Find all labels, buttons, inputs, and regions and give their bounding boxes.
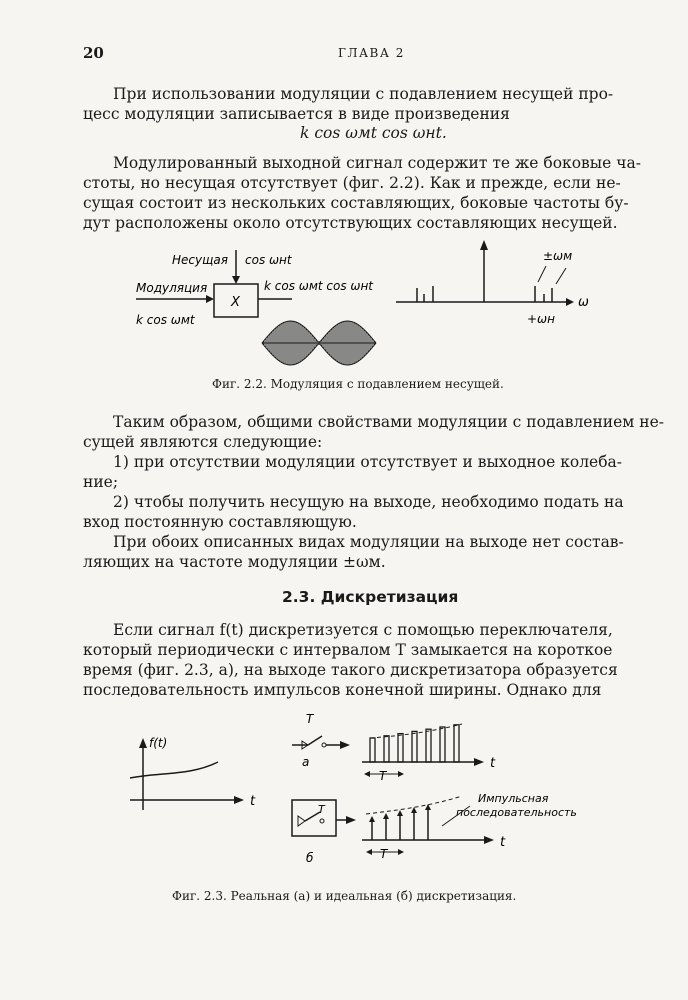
- ft-label: f(t): [149, 736, 168, 750]
- output-signal: k cos ωмt cos ωнt: [264, 279, 373, 293]
- paragraph-3: [83, 412, 665, 572]
- sideband-label: ±ωм: [543, 249, 573, 263]
- text-line: сущей являются следующие:: [83, 433, 323, 451]
- paragraph-1: [83, 84, 638, 124]
- ideal-impulse-arrowhead: [383, 813, 389, 819]
- text-line: стоты, но несущая отсутствует (фиг. 2.2). Как и прежде, если не-: [83, 174, 621, 192]
- real-pulse: [398, 734, 403, 762]
- text-line: цесс модуляции записывается в виде произведения: [83, 105, 510, 123]
- real-period-arrow-right: [398, 771, 404, 777]
- label-a: а: [302, 755, 310, 769]
- impulse-label-line-2: последовательность: [456, 806, 577, 819]
- text-line: время (фиг. 2.3, a), на выходе такого дискретизатора образуется: [83, 661, 618, 679]
- text-line: 2) чтобы получить несущую на выходе, необходимо подать на: [113, 493, 624, 511]
- switch-a-arrowhead: [340, 741, 350, 749]
- page-number: 20: [83, 44, 104, 62]
- switch-a-blade: [308, 736, 322, 745]
- real-period-arrow-left: [364, 771, 370, 777]
- ideal-t-label: t: [500, 835, 506, 850]
- sideband-pointer-2: [556, 268, 566, 284]
- modulation-label: Модуляция: [136, 281, 208, 295]
- formula: k cos ωмt cos ωнt.: [300, 124, 447, 142]
- text-line: сущая состоит из нескольких составляющих, боковые частоты бу-: [83, 194, 629, 212]
- text-line: ние;: [83, 473, 119, 491]
- carrier-signal: cos ωнt: [245, 253, 292, 267]
- modulation-signal: k cos ωмt: [136, 313, 195, 327]
- text-line: который периодически с интервалом T замыкается на короткое: [83, 641, 613, 659]
- spectrum-axis-arrowhead: [566, 298, 574, 306]
- modulation-arrowhead: [206, 295, 214, 303]
- real-pulse: [412, 731, 417, 762]
- ideal-impulse-arrowhead: [397, 810, 403, 816]
- switch-b-T-label: T: [318, 803, 325, 816]
- impulse-label-line-1: Импульсная: [478, 792, 549, 805]
- text-line: При обоих описанных видах модуляции на выходе нет состав-: [113, 533, 624, 551]
- real-t-label: t: [490, 756, 496, 771]
- switch-b-box: [292, 800, 336, 836]
- real-pulse: [384, 736, 389, 762]
- text-line: При использовании модуляции с подавлением несущей про-: [113, 85, 614, 103]
- ft-time-arrowhead: [234, 796, 244, 804]
- carrier-arrowhead: [232, 276, 240, 284]
- figure-2-3: [0, 700, 688, 880]
- switch-b-blade: [305, 812, 320, 821]
- real-pulse: [370, 738, 375, 762]
- text-line: дут расположены около отсутствующих составляющих несущей.: [83, 214, 618, 232]
- text-line: 1) при отсутствии модуляции отсутствует и выходное колеба-: [113, 453, 623, 471]
- switch-b-contact: [320, 819, 324, 823]
- switch-b-arrowhead: [346, 816, 356, 824]
- figure-2-2: [0, 230, 688, 370]
- sideband-pointer-1: [538, 266, 546, 282]
- ideal-period-arrow-right: [398, 849, 404, 855]
- text-line: Таким образом, общими свойствами модуляции с подавлением не-: [113, 413, 665, 431]
- ft-t-label: t: [250, 794, 256, 809]
- paragraph-4: [83, 620, 638, 700]
- ideal-pulses-arrowhead: [484, 836, 494, 844]
- ideal-impulse-arrowhead: [411, 807, 417, 813]
- text-line: ляющих на частоте модуляции ±ωм.: [83, 553, 386, 571]
- real-pulse: [440, 727, 445, 762]
- text-line: Модулированный выходной сигнал содержит те же боковые ча-: [113, 154, 641, 172]
- omega-axis-label: ω: [578, 295, 589, 310]
- ideal-period-arrow-left: [366, 849, 372, 855]
- real-pulse: [454, 725, 459, 762]
- carrier-label: Несущая: [172, 253, 228, 267]
- figure-2-3-caption: Фиг. 2.3. Реальная (а) и идеальная (б) дискретизация.: [172, 889, 517, 903]
- mixer-symbol: X: [231, 295, 240, 310]
- spectrum-vertical-arrowhead: [480, 240, 488, 250]
- switch-a-T-label: T: [306, 712, 314, 726]
- ft-vertical-arrowhead: [139, 738, 147, 748]
- ideal-period-label: T: [380, 847, 388, 861]
- ideal-impulse-arrowhead: [425, 804, 431, 810]
- real-period-label: T: [379, 769, 387, 783]
- switch-b-triangle: [298, 816, 305, 826]
- real-pulse-train: [370, 725, 459, 762]
- real-pulse: [426, 729, 431, 762]
- text-line: вход постоянную составляющую.: [83, 513, 357, 531]
- text-line: последовательность импульсов конечной ширины. Однако для: [83, 681, 602, 699]
- paragraph-2: [83, 153, 641, 233]
- text-line: Если сигнал f(t) дискретизуется с помощью переключателя,: [113, 621, 613, 639]
- ideal-impulse-arrowhead: [369, 816, 375, 822]
- figure-2-2-caption: Фиг. 2.2. Модуляция с подавлением несущей.: [212, 377, 504, 391]
- ideal-impulse-train: [369, 804, 431, 840]
- chapter-title: ГЛАВА 2: [338, 46, 405, 60]
- carrier-frequency-label: +ωн: [527, 312, 555, 326]
- switch-a-contact: [322, 743, 326, 747]
- label-b: б: [306, 851, 314, 865]
- real-pulses-arrowhead: [474, 758, 484, 766]
- section-title: 2.3. Дискретизация: [282, 588, 459, 606]
